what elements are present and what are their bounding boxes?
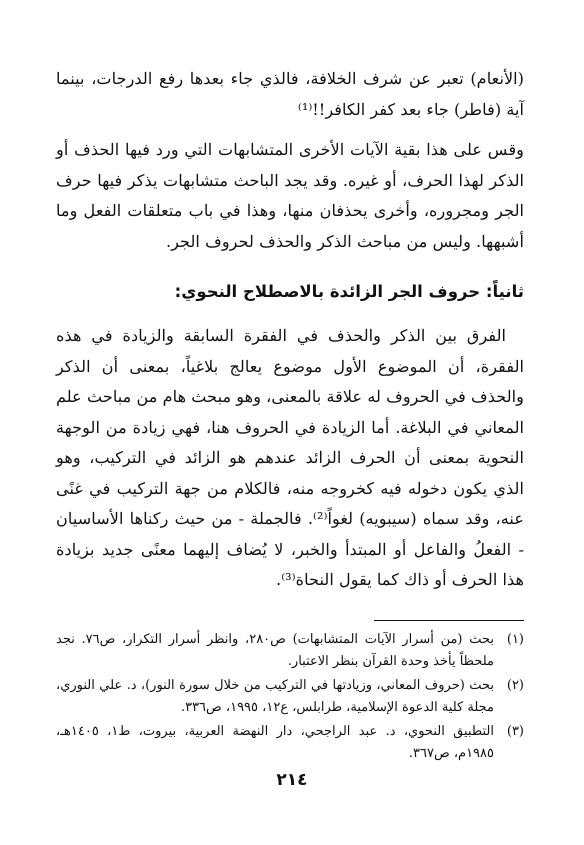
footnote-text: التطبيق النحوي، د. عبد الراجحي، دار النهضة العربية، بيروت، ط١، ١٤٠٥هـ، ١٩٨٥م، ص٣٦٧. xyxy=(56,723,494,761)
footnote xyxy=(56,721,524,766)
body-paragraph: (الأنعام) تعبر عن شرف الخلافة، فالذي جاء بعدها رفع الدرجات، بينما آية (فاطر) جاء بعد كفر الكافر!!⁽¹⁾ xyxy=(56,69,524,119)
footnote xyxy=(56,675,524,720)
footnote-number: (٢) xyxy=(506,677,524,693)
footnote xyxy=(56,629,524,674)
page-number: ٢١٤ xyxy=(276,770,308,790)
footnote-number: (٣) xyxy=(506,723,524,739)
footnote-number: (١) xyxy=(506,631,524,647)
footnote-separator xyxy=(374,620,524,621)
body-paragraph: وقس على هذا بقية الآيات الأخرى المتشابهات التي ورد فيها الحذف أو الذكر لهذا الحرف، أو غيره. وقد يجد الباحث متشابهات يذكر فيها حرف الجر ومجروره، وأخرى يحذفان منها، وهذا في باب متعلقات الفعل وما أشبهها. وليس من مباحث الذكر والحذف لحروف الجر. xyxy=(56,140,524,251)
body-paragraph: الفرق بين الذكر والحذف في الفقرة السابقة والزيادة في هذه الفقرة، أن الموضوع الأول موضوع يعالج بلاغياً، بمعنى أن الذكر والحذف في الحروف له علاقة بالمعنى، وهو مبحث هام من مباحث علم المعاني في البلاغة. أما الزيادة في الحروف هنا، فهي زيادة من الوجهة النحوية بمعنى أن الحرف الزائد عندهم هو الزائد في التركيب، وهو الذي يكون دخوله فيه كخروجه منه، فالكلام من جهة التركيب في غنًى عنه، وقد سماه (سيبويه) لغواً⁽²⁾. فالجملة - من حيث ركناها الأساسيان - الفعلُ والفاعل أو المبتدأ والخبر، لا يُضاف إليهما معنًى جديد بزيادة هذا الحرف أو ذاك كما يقول النحاة⁽³⁾. xyxy=(56,326,524,589)
footnote-text: بحث (من أسرار الآيات المتشابهات) ص٢٨٠، وانظر أسرار التكرار، ص٧٦. نجد ملحظاً يأخذ وحدة القرآن بنظر الاعتبار. xyxy=(56,631,494,669)
footnote-text: بحث (حروف المعاني، وزيادتها في التركيب من خلال سورة النور)، د. علي النوري، مجلة كلية الدعوة الإسلامية، طرابلس، ع١٢، ١٩٩٥، ص٣٣٦. xyxy=(56,677,494,715)
footnotes xyxy=(56,629,524,766)
section-heading: ثانياً: حروف الجر الزائدة بالاصطلاح النحوي: xyxy=(174,282,524,301)
